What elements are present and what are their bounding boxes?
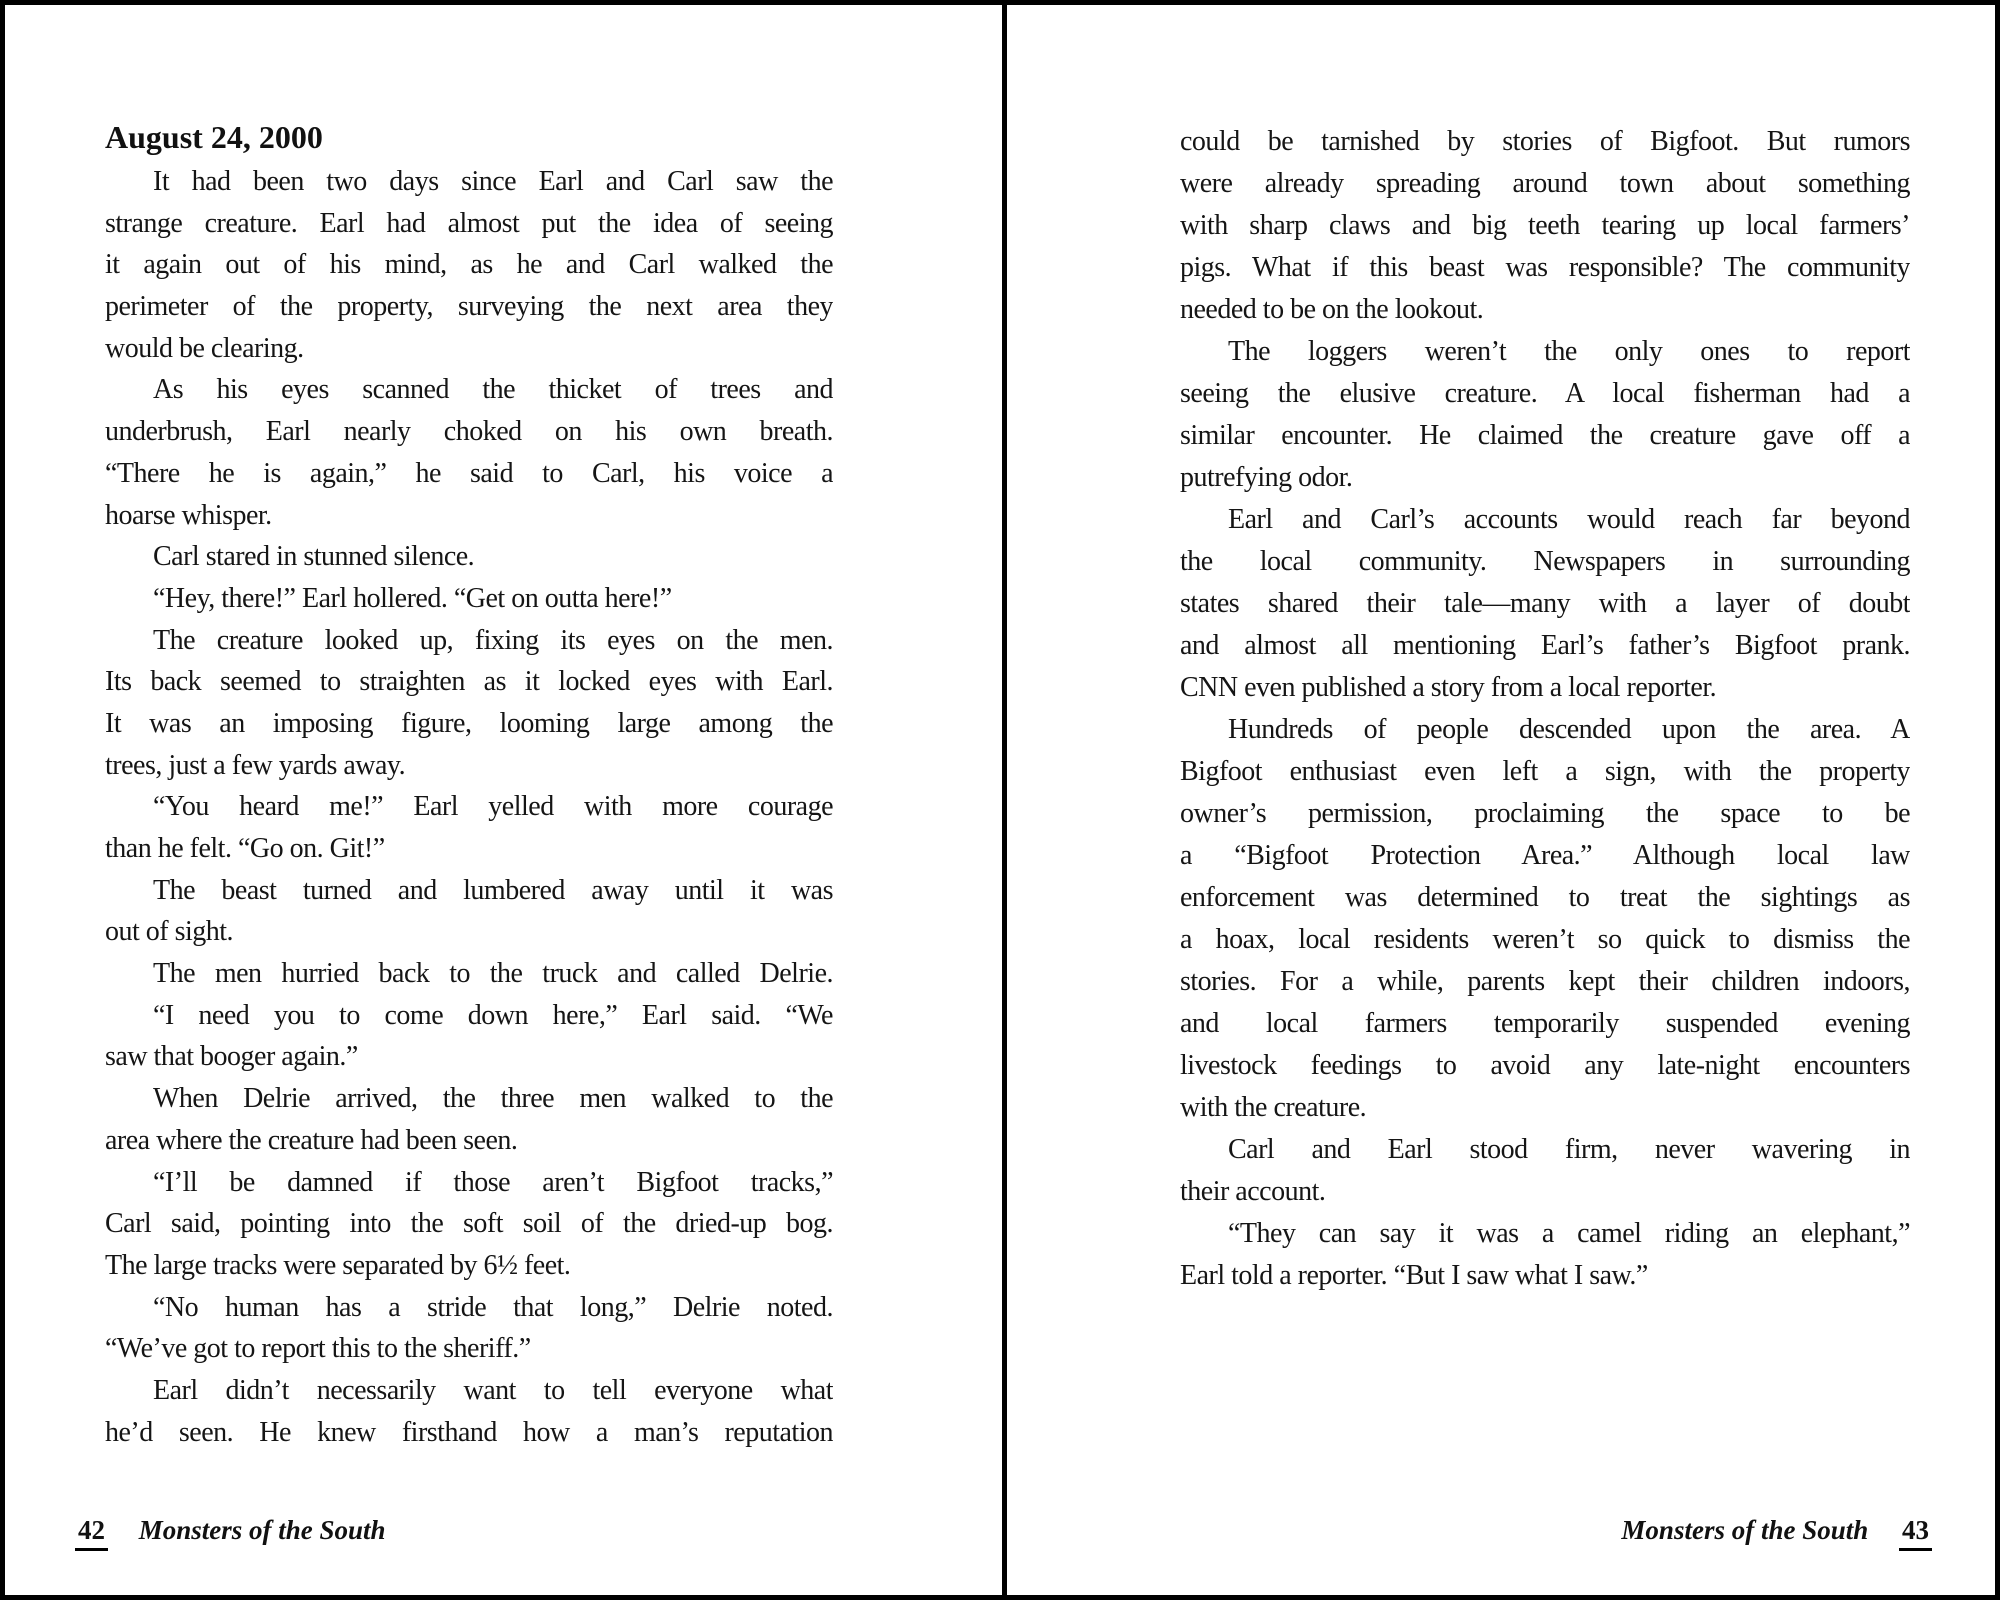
text-line: a “Bigfoot Protection Area.” Although local law [1180,840,1910,871]
text-line: and almost all mentioning Earl’s father’s Bigfoot prank. [1180,630,1910,661]
text-line: seeing the elusive creature. A local fisherman had a [1180,378,1910,409]
text-line: and local farmers temporarily suspended evening [1180,1008,1910,1039]
text-line: When Delrie arrived, the three men walked to the [153,1083,833,1115]
text-line: “No human has a stride that long,” Delrie noted. [153,1291,833,1323]
text-line: Hundreds of people descended upon the area. A [1228,714,1910,745]
text-line: putrefying odor. [1180,462,1353,493]
text-line: hoarse whisper. [105,499,272,531]
running-title: Monsters of the South [138,1515,386,1545]
text-line: saw that booger again.” [105,1041,358,1073]
text-line: The large tracks were separated by 6½ feet. [105,1249,571,1281]
text-line: Carl and Earl stood firm, never wavering in [1228,1134,1910,1165]
text-line: their account. [1180,1176,1326,1207]
text-line: Carl stared in stunned silence. [153,541,475,573]
text-line: he’d seen. He knew firsthand how a man’s reputation [105,1416,833,1448]
text-line: the local community. Newspapers in surrounding [1180,546,1910,577]
chapter-date-heading: August 24, 2000 [105,119,323,155]
text-line: The beast turned and lumbered away until it was [153,874,833,906]
text-line: owner’s permission, proclaiming the space to be [1180,798,1910,829]
page-number: 42 [75,1513,108,1551]
text-line: The men hurried back to the truck and called Delrie. [153,958,833,990]
text-line: perimeter of the property, surveying the next area they [105,291,833,323]
text-line: a hoax, local residents weren’t so quick to dismiss the [1180,924,1910,955]
text-line: Earl and Carl’s accounts would reach far beyond [1228,504,1910,535]
right-page-body [1180,121,1910,1297]
text-line: As his eyes scanned the thicket of trees and [153,374,833,406]
text-line: out of sight. [105,916,234,948]
left-footer [75,1513,386,1551]
text-line: stories. For a while, parents kept their children indoors, [1180,966,1910,997]
text-line: “We’ve got to report this to the sheriff.” [105,1333,531,1365]
text-line: CNN even published a story from a local reporter. [1180,672,1717,703]
text-line: Earl told a reporter. “But I saw what I saw.” [1180,1260,1648,1291]
text-line: enforcement was determined to treat the sightings as [1180,882,1910,913]
right-footer [1621,1513,1932,1551]
text-line: pigs. What if this beast was responsible? The community [1180,252,1910,283]
text-line: “Hey, there!” Earl hollered. “Get on outta here!” [153,582,672,614]
text-line: it again out of his mind, as he and Carl walked the [105,249,833,281]
text-line: The creature looked up, fixing its eyes on the men. [153,624,833,656]
text-line: needed to be on the lookout. [1180,294,1484,325]
text-line: The loggers weren’t the only ones to report [1228,336,1910,367]
text-line: underbrush, Earl nearly choked on his own breath. [105,416,833,448]
text-line: Earl didn’t necessarily want to tell everyone what [153,1374,833,1406]
text-line: than he felt. “Go on. Git!” [105,833,385,864]
text-line: “I need you to come down here,” Earl said. “We [153,999,833,1031]
text-line: It had been two days since Earl and Carl saw the [153,166,833,197]
left-page [105,117,833,1453]
text-line: with the creature. [1180,1092,1367,1123]
running-title: Monsters of the South [1621,1515,1869,1545]
text-line: It was an imposing figure, looming large among the [105,707,833,739]
text-line: “They can say it was a camel riding an elephant,” [1228,1218,1910,1249]
text-line: “There he is again,” he said to Carl, his voice a [105,457,833,489]
text-line: trees, just a few yards away. [105,749,406,781]
left-page-body [105,161,833,1453]
text-line: could be tarnished by stories of Bigfoot. But rumors [1180,126,1910,157]
text-line: “I’ll be damned if those aren’t Bigfoot tracks,” [153,1166,833,1198]
right-page [1180,121,1910,1297]
text-line: states shared their tale—many with a layer of doubt [1180,588,1910,619]
text-line: similar encounter. He claimed the creature gave off a [1180,420,1910,451]
page-number: 43 [1899,1513,1932,1551]
text-line: area where the creature had been seen. [105,1124,518,1156]
text-line: livestock feedings to avoid any late-night encounters [1180,1050,1910,1081]
text-line: Carl said, pointing into the soft soil of the dried-up bog. [105,1208,833,1240]
text-line: were already spreading around town about something [1180,168,1910,199]
text-line: Its back seemed to straighten as it locked eyes with Earl. [105,666,833,698]
text-line: Bigfoot enthusiast even left a sign, with the property [1180,756,1910,787]
text-line: would be clearing. [105,332,304,364]
text-line: “You heard me!” Earl yelled with more courage [153,791,833,823]
text-line: strange creature. Earl had almost put the idea of seeing [105,207,833,239]
text-line: with sharp claws and big teeth tearing up local farmers’ [1180,210,1910,241]
page-divider [1002,5,1007,1595]
